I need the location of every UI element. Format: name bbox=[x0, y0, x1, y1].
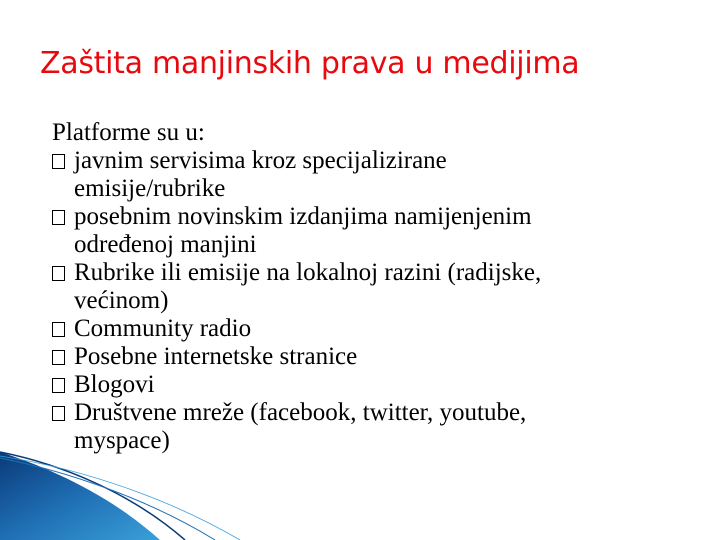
square-bullet-icon bbox=[52, 210, 65, 225]
bullet-item bbox=[52, 315, 712, 343]
square-bullet-icon bbox=[52, 266, 65, 281]
bullet-text: Posebne internetske stranice bbox=[74, 343, 358, 370]
bullet-item bbox=[52, 371, 712, 399]
bullet-text: Rubrike ili emisije na lokalnoj razini (radijske, većinom) bbox=[74, 259, 542, 314]
wave-fill bbox=[0, 452, 160, 540]
bullet-item bbox=[52, 259, 712, 315]
intro-text: Platforme su u: bbox=[52, 119, 205, 146]
square-bullet-icon bbox=[52, 322, 65, 337]
bullet-list bbox=[52, 147, 712, 455]
bullet-text: Blogovi bbox=[74, 371, 155, 398]
square-bullet-icon bbox=[52, 406, 65, 421]
slide-content bbox=[52, 118, 712, 455]
bullet-item bbox=[52, 203, 712, 259]
slide-title: Zaštita manjinskih prava u medijima bbox=[40, 46, 580, 81]
bullet-item bbox=[52, 343, 712, 371]
square-bullet-icon bbox=[52, 378, 65, 393]
bullet-text: javnim servisima kroz specijalizirane emisije/rubrike bbox=[74, 147, 447, 202]
bullet-text: Društvene mreže (facebook, twitter, youtube, myspace) bbox=[74, 399, 527, 454]
bullet-item bbox=[52, 147, 712, 203]
square-bullet-icon bbox=[52, 350, 65, 365]
square-bullet-icon bbox=[52, 154, 65, 169]
bullet-text: posebnim novinskim izdanjima namijenjenim određenoj manjini bbox=[74, 203, 532, 258]
corner-wave-decoration bbox=[0, 440, 720, 540]
bullet-text: Community radio bbox=[74, 315, 252, 342]
